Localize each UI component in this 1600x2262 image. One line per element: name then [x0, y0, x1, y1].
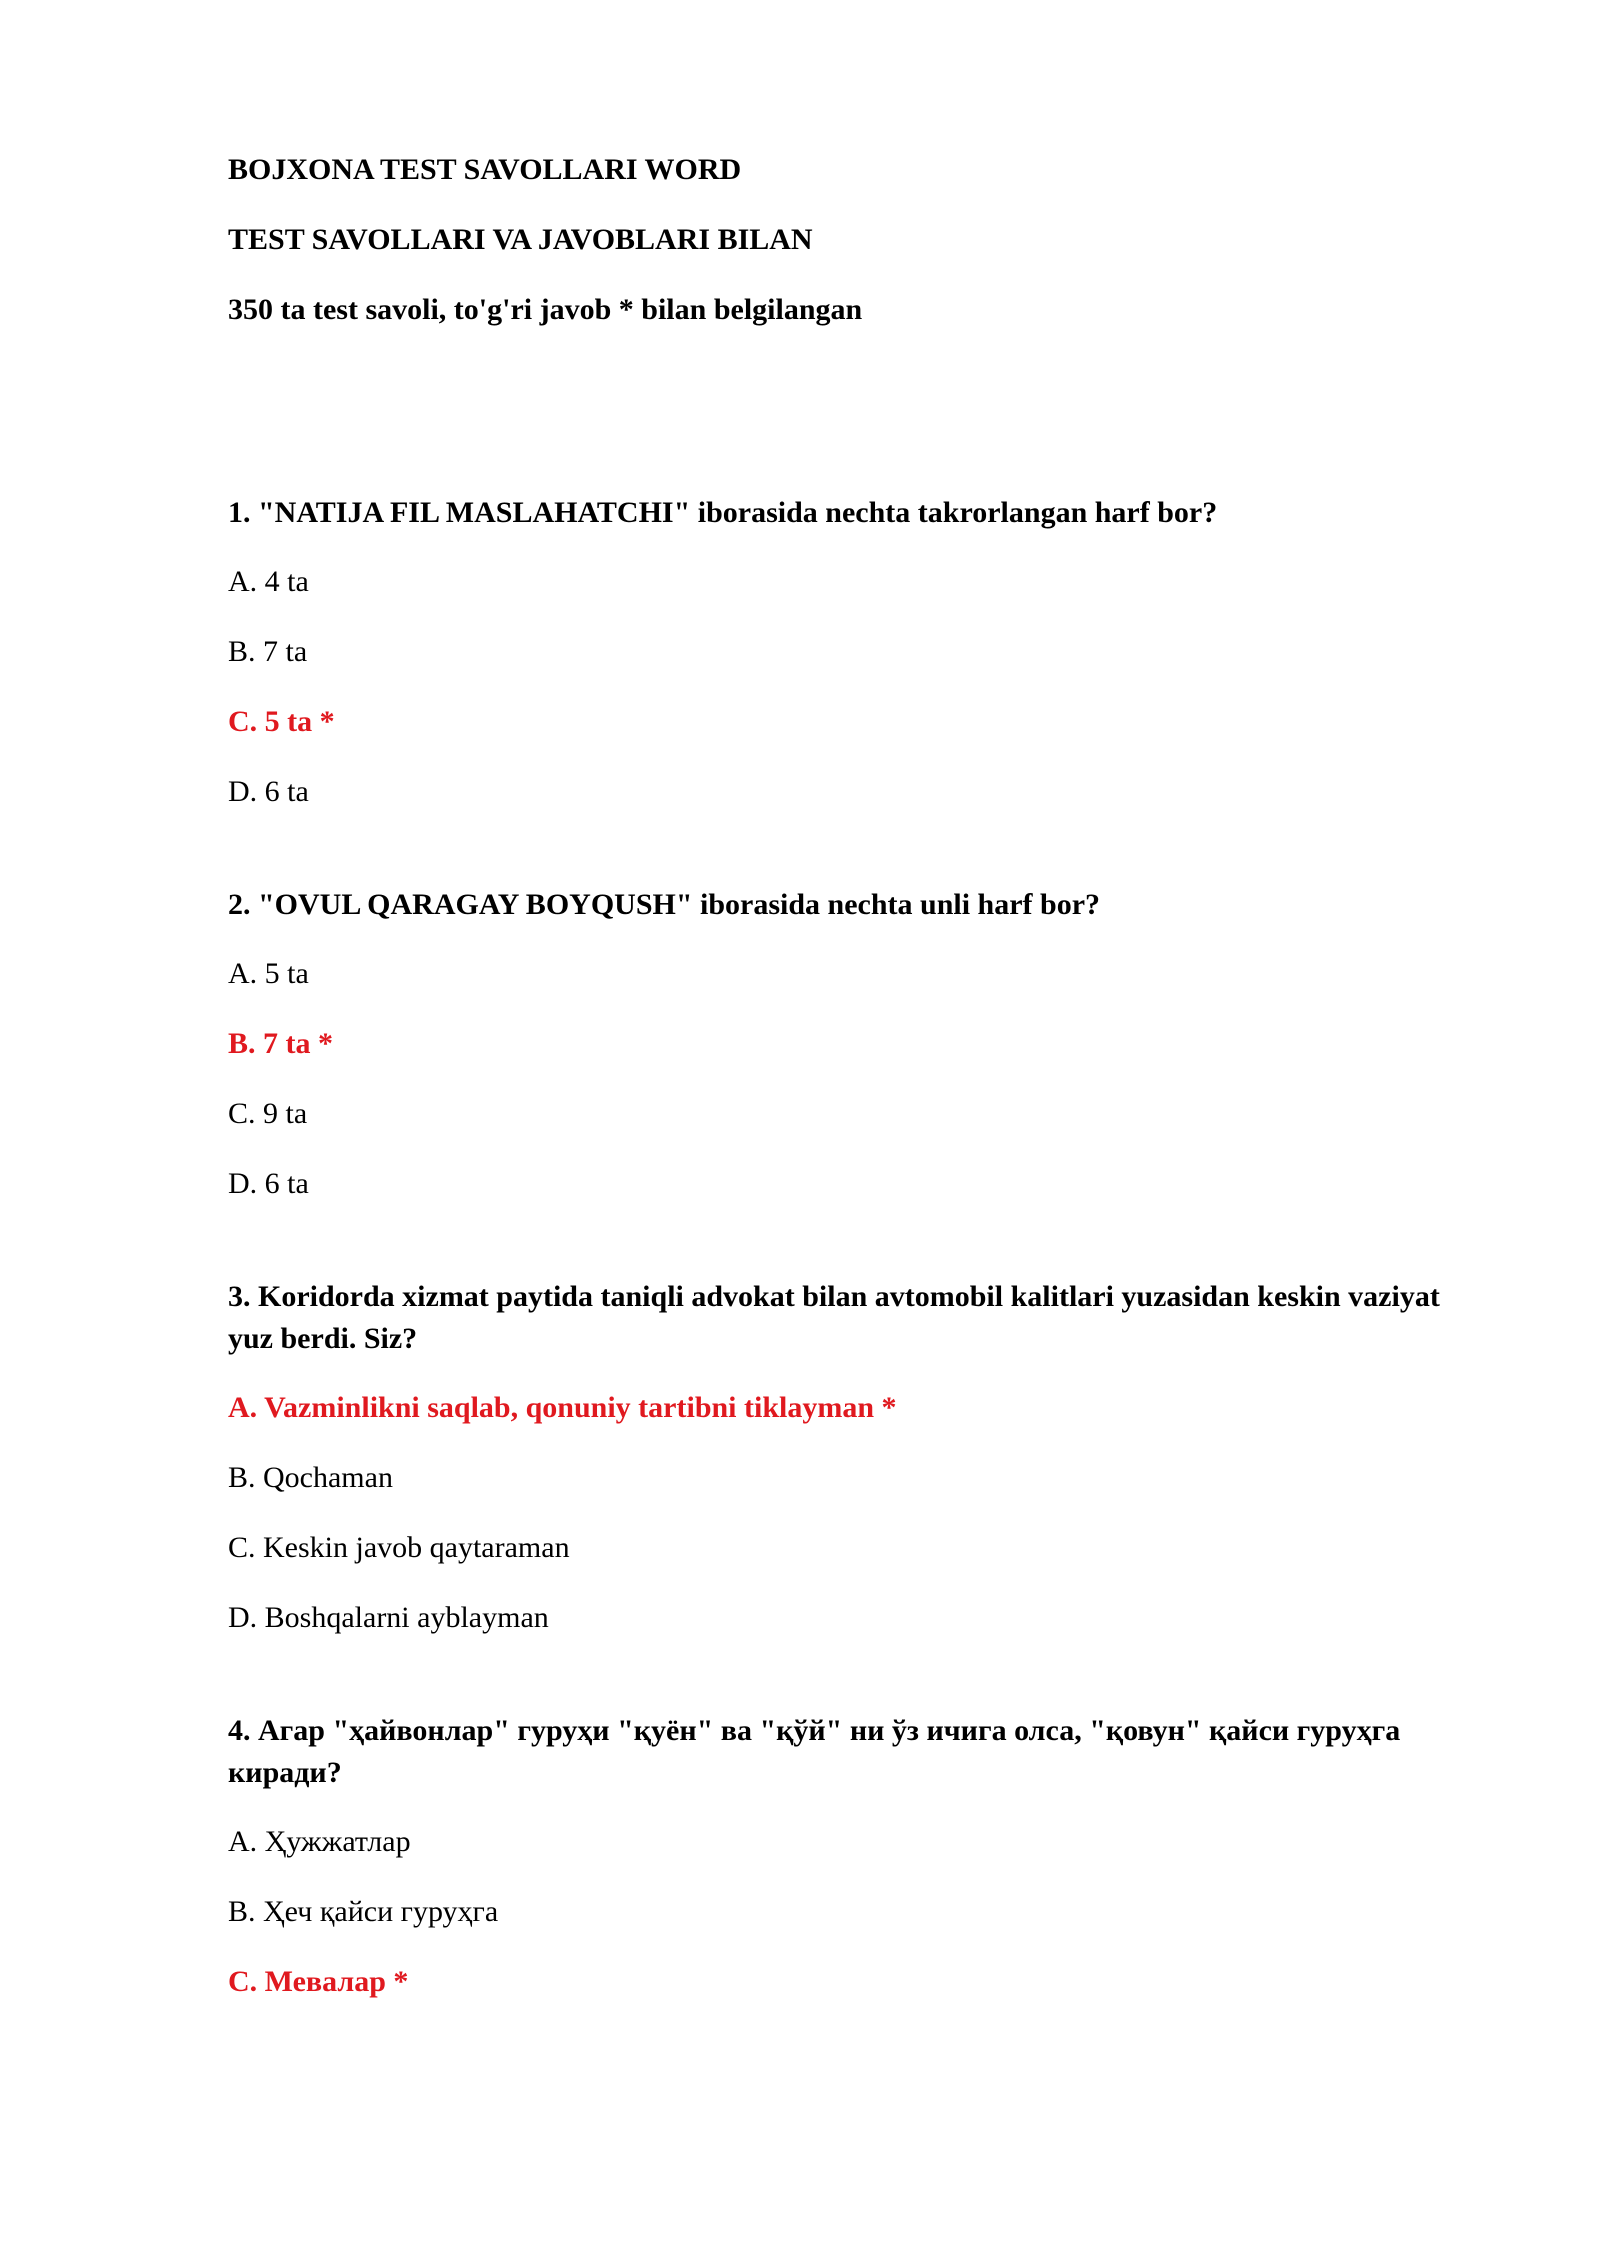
question-text: 4. Агар "ҳайвонлар" гуруҳи "қуён" ва "қўй" ни ўз ичига олса, "қовун" қайси гуруҳга киради?: [228, 1714, 1401, 1789]
question-1: [228, 492, 1448, 812]
answer-option-c: C. 9 ta: [228, 1097, 308, 1130]
answer-option-b: B. Ҳеч қайси гуруҳга: [228, 1895, 499, 1928]
answer-option-a: A. 4 ta: [228, 565, 309, 598]
answer-option-d: D. 6 ta: [228, 775, 309, 808]
answer-option-a: A. 5 ta: [228, 957, 309, 990]
document-subtitle: TEST SAVOLLARI VA JAVOBLARI BILAN: [228, 223, 813, 256]
question-text: 2. "OVUL QARAGAY BOYQUSH" iborasida nechta unli harf bor?: [228, 888, 1101, 921]
correct-answer-option-a: A. Vazminlikni saqlab, qonuniy tartibni tiklayman *: [228, 1391, 897, 1424]
document-description: 350 ta test savoli, to'g'ri javob * bilan belgilangan: [228, 293, 863, 326]
question-3: [228, 1276, 1448, 1638]
answer-option-b: B. 7 ta: [228, 635, 308, 668]
question-text: 3. Koridorda xizmat paytida taniqli advokat bilan avtomobil kalitlari yuzasidan keskin vaziyat yuz berdi. Siz?: [228, 1280, 1440, 1355]
question-4: [228, 1710, 1448, 2002]
question-text: 1. "NATIJA FIL MASLAHATCHI" iborasida nechta takrorlangan harf bor?: [228, 496, 1218, 529]
answer-option-b: B. Qochaman: [228, 1461, 393, 1494]
answer-option-c: C. Keskin javob qaytaraman: [228, 1531, 570, 1564]
answer-option-d: D. 6 ta: [228, 1167, 309, 1200]
answer-option-d: D. Boshqalarni ayblayman: [228, 1601, 549, 1634]
answer-option-a: A. Ҳужжатлар: [228, 1825, 411, 1858]
document-page: [228, 150, 1448, 2074]
header-spacer: [228, 360, 1448, 492]
correct-answer-option-b: B. 7 ta *: [228, 1027, 333, 1060]
correct-answer-option-c: C. Мевалар *: [228, 1965, 409, 1998]
correct-answer-option-c: C. 5 ta *: [228, 705, 335, 738]
document-title: BOJXONA TEST SAVOLLARI WORD: [228, 153, 742, 186]
question-2: [228, 884, 1448, 1204]
